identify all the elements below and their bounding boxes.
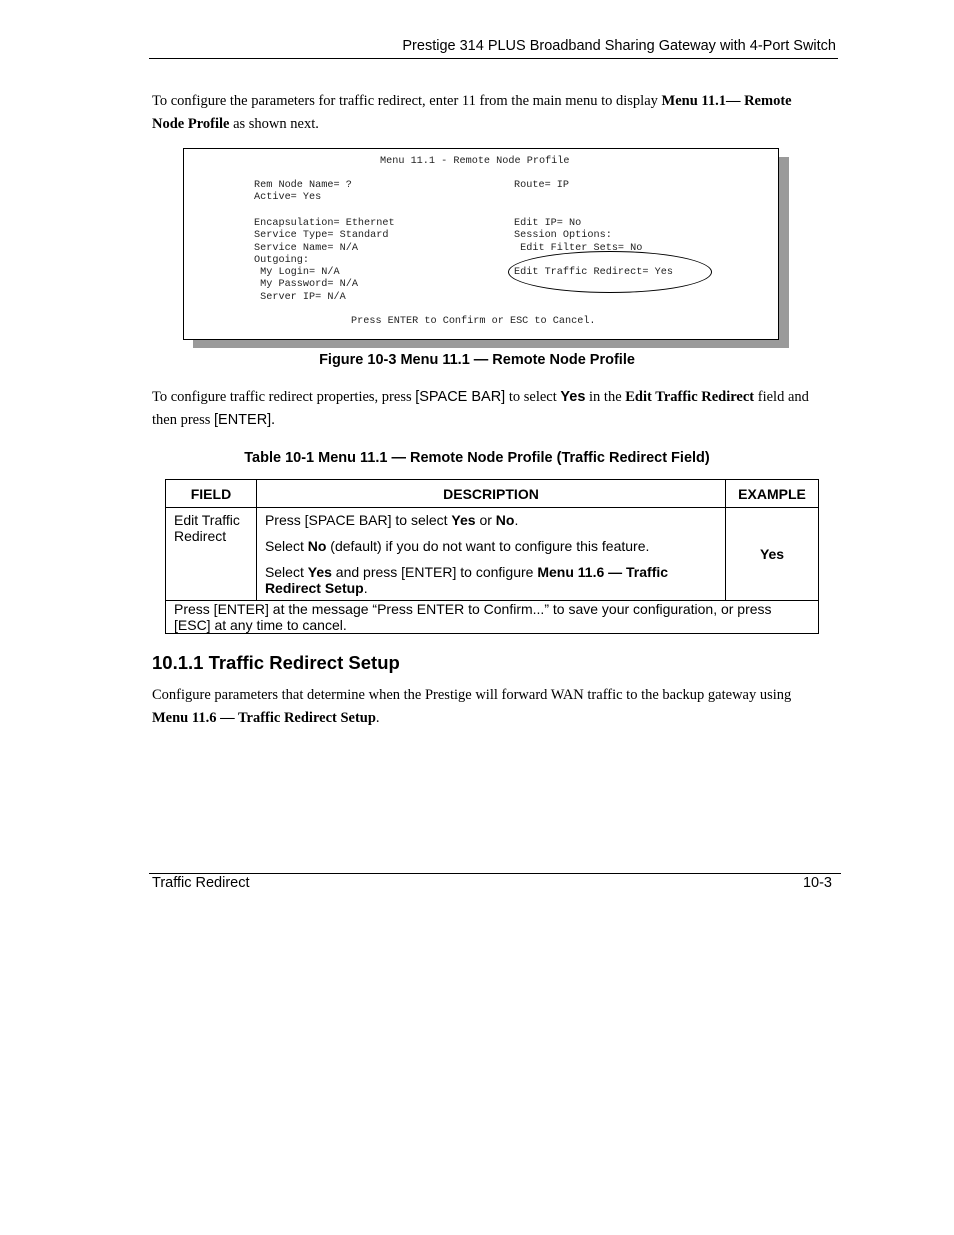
table-cell-field: Edit Traffic Redirect xyxy=(166,508,257,601)
terminal-footer-prompt: Press ENTER to Confirm or ESC to Cancel. xyxy=(351,316,596,327)
field-table xyxy=(165,479,819,634)
intro-text: To configure the parameters for traffic redirect, enter 11 from the main menu to display xyxy=(152,93,662,109)
section-text: Configure parameters that determine when the Prestige will forward WAN traffic to the backup gateway using xyxy=(152,687,792,703)
config-paragraph xyxy=(152,386,817,432)
table-cell-description xyxy=(256,508,725,601)
page-header-title: Prestige 314 PLUS Broadband Sharing Gateway with 4-Port Switch xyxy=(402,38,836,54)
description-line-3: Select Yes and press [ENTER] to configure Menu 11.6 — Traffic Redirect Setup. xyxy=(264,564,669,596)
section-menu-reference: Menu 11.6 — Traffic Redirect Setup xyxy=(152,710,376,726)
table-caption: Table 10-1 Menu 11.1 — Remote Node Profile (Traffic Redirect Field) xyxy=(244,450,710,466)
config-text: field and then press xyxy=(152,389,809,428)
intro-text-end: as shown next. xyxy=(229,116,319,132)
terminal-menu-title: Menu 11.1 - Remote Node Profile xyxy=(380,156,570,167)
footer-page-number: 10-3 xyxy=(802,875,832,891)
section-paragraph xyxy=(152,684,817,730)
section-text-end: . xyxy=(375,710,380,726)
table-header-field: FIELD xyxy=(166,480,257,508)
yes-option: Yes xyxy=(560,389,586,405)
space-bar-key: [SPACE BAR] xyxy=(415,389,506,405)
terminal-left-block-1: Rem Node Name= ? Active= Yes xyxy=(254,180,352,204)
terminal-left-block-2: Encapsulation= Ethernet Service Type= Standard Service Name= N/A Outgoing: My Login= N/A My Password= N/A Server IP= N/A xyxy=(254,218,395,303)
field-name: Edit Traffic Redirect xyxy=(625,389,755,405)
terminal-right-block-2: Edit IP= No Session Options: Edit Filter Sets= No Edit Traffic Redirect= Yes xyxy=(514,218,673,279)
figure-caption: Figure 10-3 Menu 11.1 — Remote Node Profile xyxy=(319,352,635,368)
table-header-description: DESCRIPTION xyxy=(256,480,725,508)
highlight-ellipse xyxy=(508,251,712,293)
config-text: . xyxy=(271,412,275,428)
intro-paragraph xyxy=(152,90,817,136)
description-line-1: Press [SPACE BAR] to select Yes or No. xyxy=(264,512,519,528)
config-text: To configure traffic redirect properties, press xyxy=(152,389,416,405)
footer-rule xyxy=(149,873,841,874)
description-line-2: Select No (default) if you do not want to configure this feature. xyxy=(264,538,650,554)
footer-chapter-title: Traffic Redirect xyxy=(152,875,250,891)
config-text: to select xyxy=(505,389,561,405)
section-heading: 10.1.1 Traffic Redirect Setup xyxy=(152,652,400,673)
table-header-example: EXAMPLE xyxy=(726,480,819,508)
config-text: in the xyxy=(585,389,626,405)
terminal-right-block-1: Route= IP xyxy=(514,180,570,191)
intro-menu-reference: Menu 11.1— Remote Node Profile xyxy=(152,93,792,132)
enter-key: [ENTER] xyxy=(214,412,272,428)
header-rule xyxy=(149,58,838,59)
table-header-row xyxy=(166,480,819,508)
table-note: Press [ENTER] at the message “Press ENTER to Confirm...” to save your configuration, or press [ESC] at any time to cancel. xyxy=(166,601,819,634)
terminal-screen xyxy=(183,148,779,340)
table-cell-example: Yes xyxy=(726,508,819,601)
table-note-row xyxy=(166,601,819,634)
table-row xyxy=(166,508,819,601)
